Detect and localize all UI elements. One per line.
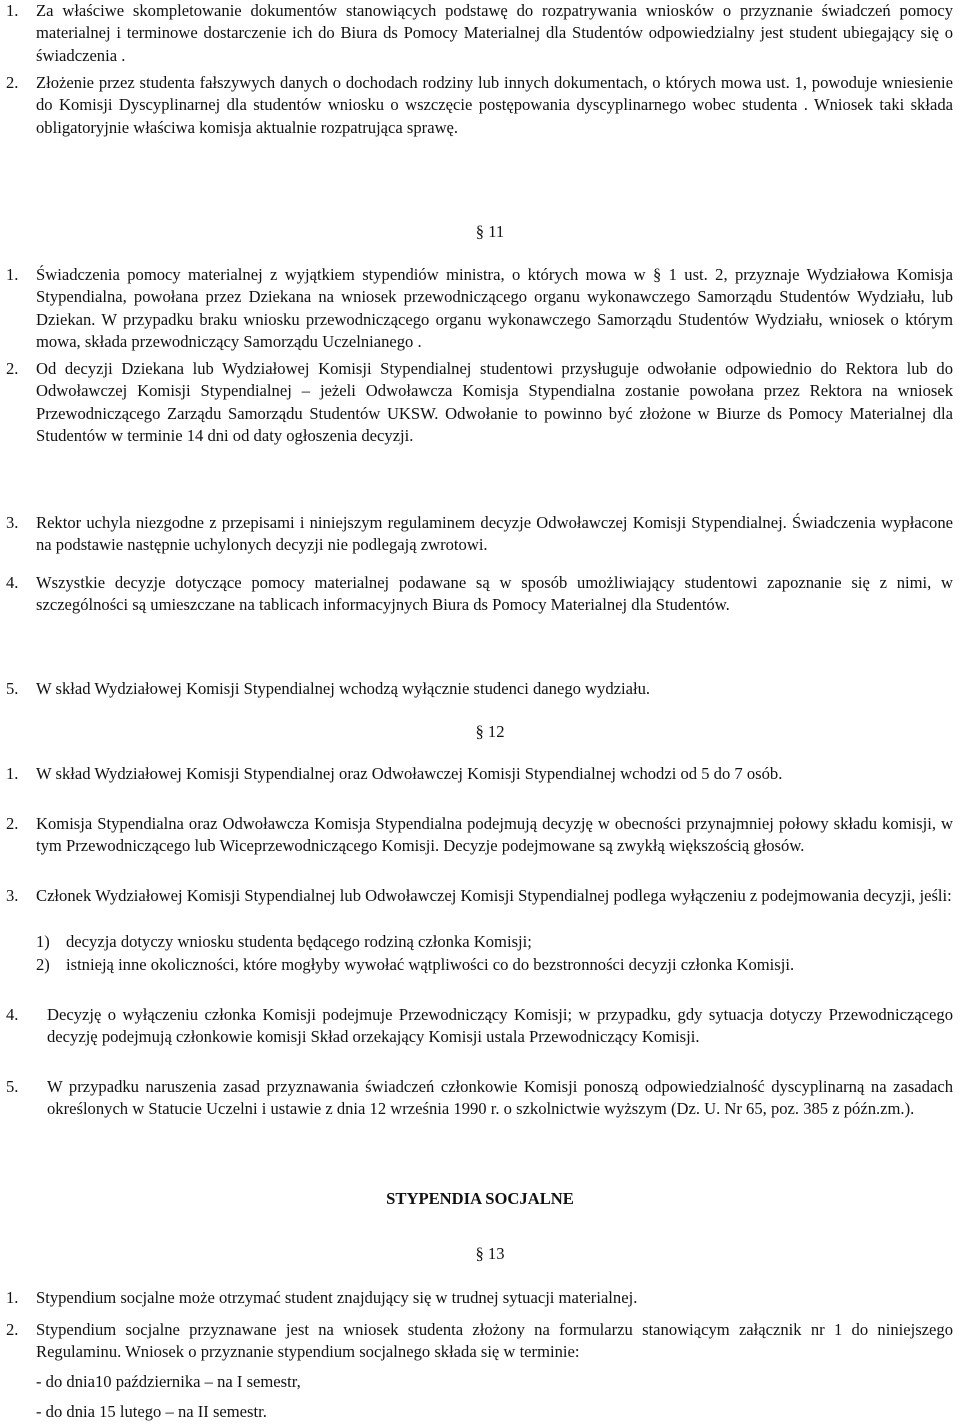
- item-number: 3.: [6, 886, 19, 905]
- item-number: 1.: [6, 764, 19, 783]
- item-text: Stypendium socjalne może otrzymać student znajdujący się w trudnej sytuacji materialnej.: [36, 1288, 638, 1307]
- item-number: 3.: [6, 513, 19, 532]
- section-number: § 12: [475, 722, 505, 741]
- list-item: [0, 1076, 960, 1144]
- list-item: [0, 1004, 960, 1072]
- deadline-text: - do dnia10 października – na I semestr,: [36, 1372, 301, 1391]
- sub-item-text: istnieją inne okoliczności, które mogłyby wywołać wątpliwości co do bezstronności decyzji członka Komisji.: [66, 955, 795, 974]
- item-text: Decyzję o wyłączeniu członka Komisji podejmuje Przewodniczący Komisji; w przypadku, gdy sytuacja dotyczy Przewodniczącego decyzję podejmują członkowie komisji Skład orzekający Komisji ustala Przewodniczący Komisji.: [47, 1005, 953, 1047]
- sub-list-item: [0, 954, 960, 1000]
- item-number: 1.: [6, 1288, 19, 1307]
- list-item: [0, 264, 960, 354]
- item-number: 4.: [6, 573, 19, 592]
- list-item: [0, 358, 960, 470]
- section-heading: STYPENDIA SOCJALNE: [386, 1189, 574, 1208]
- deadline-line: [0, 1401, 960, 1425]
- item-text: W skład Wydziałowej Komisji Stypendialnej wchodzą wyłącznie studenci danego wydziału.: [36, 679, 651, 698]
- list-item: [0, 572, 960, 640]
- item-number: 5.: [6, 679, 19, 698]
- item-number: 5.: [6, 1077, 19, 1096]
- list-item: [0, 0, 960, 68]
- item-number: 1.: [6, 265, 19, 284]
- item-text: Wszystkie decyzje dotyczące pomocy materialnej podawane są w sposób umożliwiający studentowi zapoznanie się z nimi, w szczególności są umieszczane na tablicach informacyjnych Biura ds Pomocy Materialnej dla Studentów.: [36, 573, 953, 615]
- list-item: [0, 1287, 960, 1311]
- item-text: Komisja Stypendialna oraz Odwoławcza Komisja Stypendialna podejmują decyzję w obecności przynajmniej połowy składu komisji, w tym Przewodniczącego lub Wiceprzewodniczącego Komisji. Decyzje podejmowane są zwykłą większością głosów.: [36, 814, 953, 856]
- list-item: [0, 1319, 960, 1365]
- deadline-text: - do dnia 15 lutego – na II semestr.: [36, 1402, 267, 1421]
- item-number: 2.: [6, 1320, 19, 1339]
- sub-list-item: [0, 931, 960, 955]
- item-text: Złożenie przez studenta fałszywych danych o dochodach rodziny lub innych dokumentach, o których mowa ust. 1, powoduje wniesienie do Komisji Dyscyplinarnej dla studentów wniosku o wszczęcie postępowania dyscyplinarnego wobec studenta . Wniosek taki składa obligatoryjnie właściwa komisja aktualnie rozpatrująca sprawę.: [36, 73, 953, 137]
- list-item: [0, 885, 960, 931]
- list-item: [0, 512, 960, 558]
- item-text: Za właściwe skompletowanie dokumentów stanowiących podstawę do rozpatrywania wniosków o przyznanie świadczeń pomocy materialnej i terminowe dostarczenie ich do Biura ds Pomocy Materialnej dla Studentów odpowiedzialny jest student ubiegający się o świadczenia .: [36, 1, 953, 65]
- list-item: [0, 763, 960, 809]
- sub-item-number: 1): [36, 932, 50, 951]
- item-text: W przypadku naruszenia zasad przyznawania świadczeń członkowie Komisji ponoszą odpowiedzialność dyscyplinarną na zasadach określonych w Statucie Uczelni i ustawie z dnia 12 września 1990 r. o szkolnictwie wyższym (Dz. U. Nr 65, poz. 385 z późn.zm.).: [47, 1077, 953, 1119]
- item-number: 1.: [6, 1, 19, 20]
- item-text: W skład Wydziałowej Komisji Stypendialnej oraz Odwoławczej Komisji Stypendialnej wchodzi od 5 do 7 osób.: [36, 764, 783, 783]
- item-number: 2.: [6, 73, 19, 92]
- item-text: Członek Wydziałowej Komisji Stypendialnej lub Odwoławczej Komisji Stypendialnej podlega wyłączeniu z podejmowania decyzji, jeśli:: [36, 886, 952, 905]
- section-number: § 11: [475, 222, 505, 241]
- list-item: [0, 678, 960, 702]
- sub-item-number: 2): [36, 955, 50, 974]
- item-text: Od decyzji Dziekana lub Wydziałowej Komisji Stypendialnej studentowi przysługuje odwołanie odpowiednio do Rektora lub do Odwoławczej Komisji Stypendialnej – jeżeli Odwoławcza Komisja Stypendialna zostanie powołana przez Rektora na wniosek Przewodniczącego Zarządu Samorządu Studentów UKSW. Odwołanie to powinno być złożone w Biurze ds Pomocy Materialnej dla Studentów w terminie 14 dni od daty ogłoszenia decyzji.: [36, 359, 953, 446]
- item-text: Rektor uchyla niezgodne z przepisami i niniejszym regulaminem decyzje Odwoławczej Komisji Stypendialnej. Świadczenia wypłacone na podstawie następnie uchylonych decyzji nie podlegają zwrotowi.: [36, 513, 953, 555]
- section-number: § 13: [475, 1244, 505, 1263]
- sub-item-text: decyzja dotyczy wniosku studenta będącego rodziną członka Komisji;: [66, 932, 532, 951]
- list-item: [0, 813, 960, 881]
- list-item: [0, 72, 960, 162]
- deadline-line: [0, 1371, 960, 1395]
- item-text: Stypendium socjalne przyznawane jest na wniosek studenta złożony na formularzu stanowiącym załącznik nr 1 do niniejszego Regulaminu. Wniosek o przyznanie stypendium socjalnego składa się w terminie:: [36, 1320, 953, 1362]
- item-number: 2.: [6, 814, 19, 833]
- item-number: 4.: [6, 1005, 19, 1024]
- item-text: Świadczenia pomocy materialnej z wyjątkiem stypendiów ministra, o których mowa w § 1 ust. 2, przyznaje Wydziałowa Komisja Stypendialna, powołana przez Dziekana na wniosek przewodniczącego organu wykonawczego Samorządu Studentów Wydziału, lub Dziekan. W przypadku braku wniosku przewodniczącego organu wykonawczego Samorządu Studentów Wydziału, wniosek o którym mowa, składa przewodniczący Samorządu Uczelnianego .: [36, 265, 953, 352]
- item-number: 2.: [6, 359, 19, 378]
